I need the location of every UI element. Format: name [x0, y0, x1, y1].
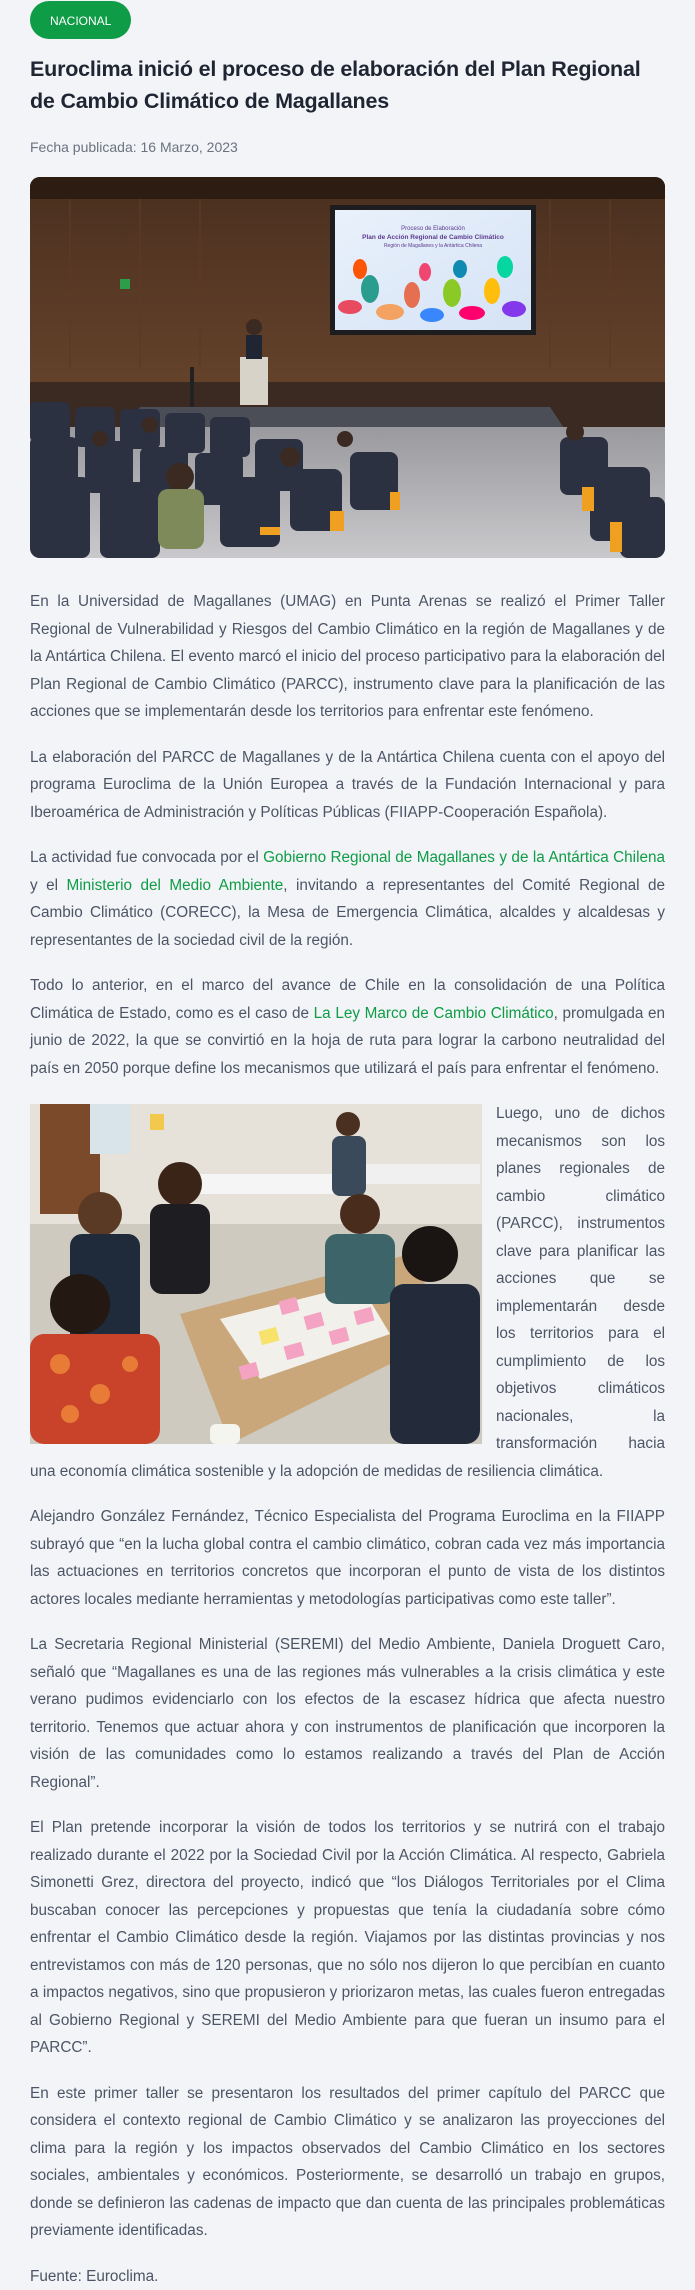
paragraph-4-text-a: Todo lo anterior, en el marco del avance de Chile en la consolidación de una Política Climática de Estado, como es el caso de [30, 977, 665, 1022]
paragraph-3-text-c: , invitando a representantes del Comité Regional de Cambio Climático (CORECC), la Mesa de Emergencia Climática, alcaldes y alcaldesas y representantes de la sociedad civil de la región. [30, 877, 665, 949]
article-title: Euroclima inició el proceso de elaboración del Plan Regional de Cambio Climático de Magallanes [30, 53, 665, 117]
workshop-image [30, 1104, 482, 1444]
paragraph-8: El Plan pretende incorporar la visión de todos los territorios y se nutrirá con el trabajo realizado durante el 2022 por la Sociedad Civil por la Acción Climática. Al respecto, Gabriela Simonetti Grez, directora del proyecto, indicó que “los Diálogos Territoriales por el Clima buscaban conocer las percepciones y propuestas que tenía la ciudadanía sobre cómo enfrentar el Cambio Climático desde la región. Viajamos por las distintas provincias y nos entrevistamos con más de 120 personas, que no sólo nos dijeron lo que percibían en cuanto a impactos negativos, sino que propusieron y priorizaron metas, las cuales fueron entregadas al Gobierno Regional y SEREMI del Medio Ambiente para que fueran un insumo para el PARCC”. [30, 1814, 665, 2062]
hero-image [30, 177, 665, 558]
link-ley-marco[interactable]: La Ley Marco de Cambio Climático [314, 1005, 554, 1022]
paragraph-1: En la Universidad de Magallanes (UMAG) en Punta Arenas se realizó el Primer Taller Regional de Vulnerabilidad y Riesgos del Cambio Climático en la región de Magallanes y de la Antártica Chilena. El evento marcó el inicio del proceso participativo para la elaboración del Plan Regional de Cambio Climático (PARCC), instrumento clave para la planificación de las acciones que se implementarán desde los territorios para enfrentar este fenómeno. [30, 588, 665, 726]
slide-line2: Plan de Acción Regional de Cambio Climático [362, 234, 504, 241]
paragraph-2: La elaboración del PARCC de Magallanes y de la Antártica Chilena cuenta con el apoyo del programa Euroclima de la Unión Europea a través de la Fundación Internacional y para Iberoamérica de Administración y Políticas Públicas (FIIAPP-Cooperación Española). [30, 744, 665, 827]
workshop-section [30, 1100, 665, 1485]
badge-wrap [30, 0, 665, 39]
paragraph-6: Alejandro González Fernández, Técnico Especialista del Programa Euroclima en la FIIAPP subrayó que “en la lucha global contra el cambio climático, cobran cada vez más importancia las actuaciones en territorios concretos que incorporan el punto de vista de los distintos actores locales mediante herramientas y metodologías participativas como este taller”. [30, 1503, 665, 1613]
paragraph-7: La Secretaria Regional Ministerial (SEREMI) del Medio Ambiente, Daniela Droguett Caro, señaló que “Magallanes es una de las regiones más vulnerables a la crisis climática y este verano pudimos evidenciarlo con los efectos de la escasez hídrica que afecta nuestro territorio. Tenemos que actuar ahora y con instrumentos de planificación que incorporen la visión de las comunidades como lo estamos realizando a través del Plan de Acción Regional”. [30, 1631, 665, 1796]
paragraph-9: En este primer taller se presentaron los resultados del primer capítulo del PARCC que considera el contexto regional de Cambio Climático y se analizaron las proyecciones del clima para la región y los impactos observados del Cambio Climático en los sectores sociales, ambientales y económicos. Posteriormente, se desarrolló un trabajo en grupos, donde se definieron las cadenas de impacto que dan cuenta de las principales problemáticas previamente identificadas. [30, 2080, 665, 2245]
slide-line3: Región de Magallanes y la Antártica Chilena [384, 243, 482, 249]
workshop-illustration [30, 1104, 482, 1444]
category-badge[interactable]: NACIONAL [30, 1, 131, 39]
paragraph-4 [30, 972, 665, 1082]
paragraph-3 [30, 844, 665, 954]
source-line: Fuente: Euroclima. [30, 2263, 665, 2290]
slide-line1: Proceso de Elaboración [401, 226, 465, 232]
link-gobierno-regional[interactable]: Gobierno Regional de Magallanes y de la Antártica Chilena [263, 849, 665, 866]
auditorium-illustration [30, 177, 665, 558]
link-ministerio-medio-ambiente[interactable]: Ministerio del Medio Ambiente [67, 877, 284, 894]
paragraph-5: Luego, uno de dichos mecanismos son los planes regionales de cambio climático (PARCC), instrumentos clave para planificar las acciones que se implementarán desde los territorios para el cumplimiento de los objetivos climáticos nacionales, la transformación hacia una economía climática sostenible y la adopción de medidas de resiliencia climática. [30, 1100, 665, 1485]
publish-date: Fecha publicada: 16 Marzo, 2023 [30, 139, 665, 155]
paragraph-4-text-b: , promulgada en junio de 2022, la que se convirtió en la hoja de ruta para lograr la carbono neutralidad del país en 2050 porque define los mecanismos que utilizará el país para enfrentar el fenómeno. [30, 1005, 665, 1077]
paragraph-3-text-a: La actividad fue convocada por el [30, 849, 263, 866]
paragraph-3-text-b: y el [30, 877, 67, 894]
